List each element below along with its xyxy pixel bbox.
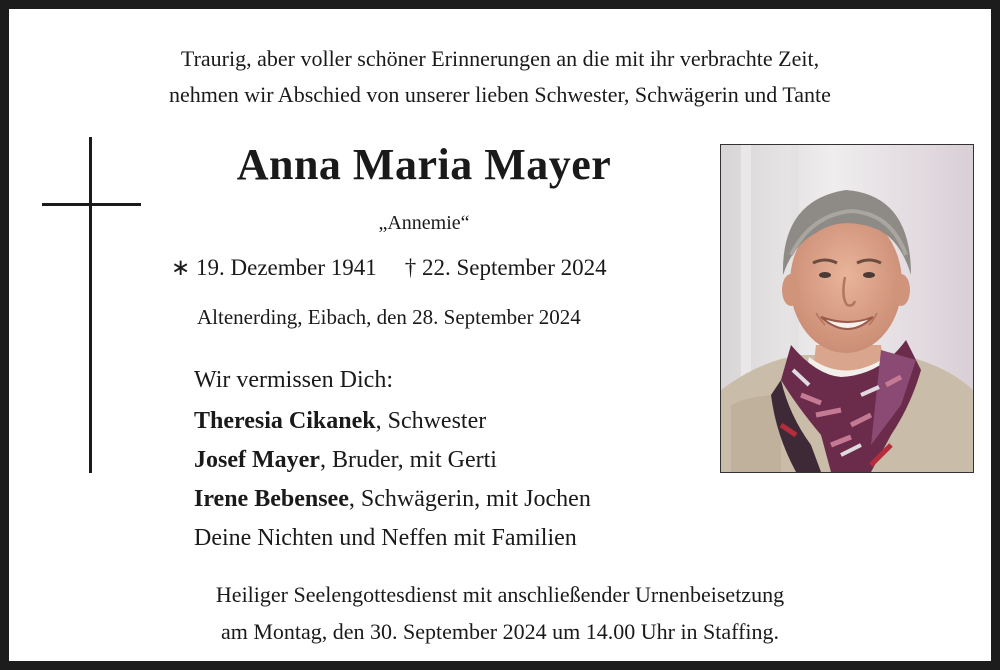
mourner-relation: , Schwester	[375, 408, 487, 434]
mourner-name: Irene Bebensee	[194, 486, 349, 512]
place-and-date: Altenerding, Eibach, den 28. September 2024	[197, 305, 581, 329]
intro-text	[9, 41, 991, 113]
death-date: † 22. September 2024	[404, 255, 607, 280]
cross-horizontal-bar	[42, 203, 141, 206]
mourner-name: Josef Mayer	[194, 447, 320, 473]
mourner-relation: , Bruder, mit Gerti	[319, 447, 497, 473]
service-line-2: am Montag, den 30. September 2024 um 14.00 Uhr in Staffing.	[220, 619, 780, 644]
cross-vertical-bar	[89, 137, 92, 473]
mourner-relation: , Schwägerin, mit Jochen	[348, 486, 591, 512]
mourner-entry	[194, 480, 591, 519]
mourner-family-line: Deine Nichten und Neffen mit Familien	[194, 525, 577, 551]
mourner-name: Theresia Cikanek	[194, 408, 376, 434]
mourners-list	[194, 361, 591, 558]
deceased-name: Anna Maria Mayer	[236, 140, 612, 189]
mourner-entry	[194, 441, 591, 480]
portrait-photo	[720, 144, 974, 473]
life-dates	[171, 255, 607, 281]
mourner-entry	[194, 402, 591, 441]
service-line-1: Heiliger Seelengottesdienst mit anschließender Urnenbeisetzung	[215, 582, 785, 607]
intro-line-1: Traurig, aber voller schöner Erinnerungen an die mit ihr verbrachte Zeit,	[180, 46, 820, 71]
mourners-heading: Wir vermissen Dich:	[194, 367, 393, 393]
service-info	[9, 576, 991, 650]
intro-line-2: nehmen wir Abschied von unserer lieben Schwester, Schwägerin und Tante	[169, 82, 831, 107]
portrait-illustration	[721, 145, 973, 472]
birth-date: ∗ 19. Dezember 1941	[171, 255, 377, 280]
deceased-nickname: „Annemie“	[378, 212, 470, 234]
